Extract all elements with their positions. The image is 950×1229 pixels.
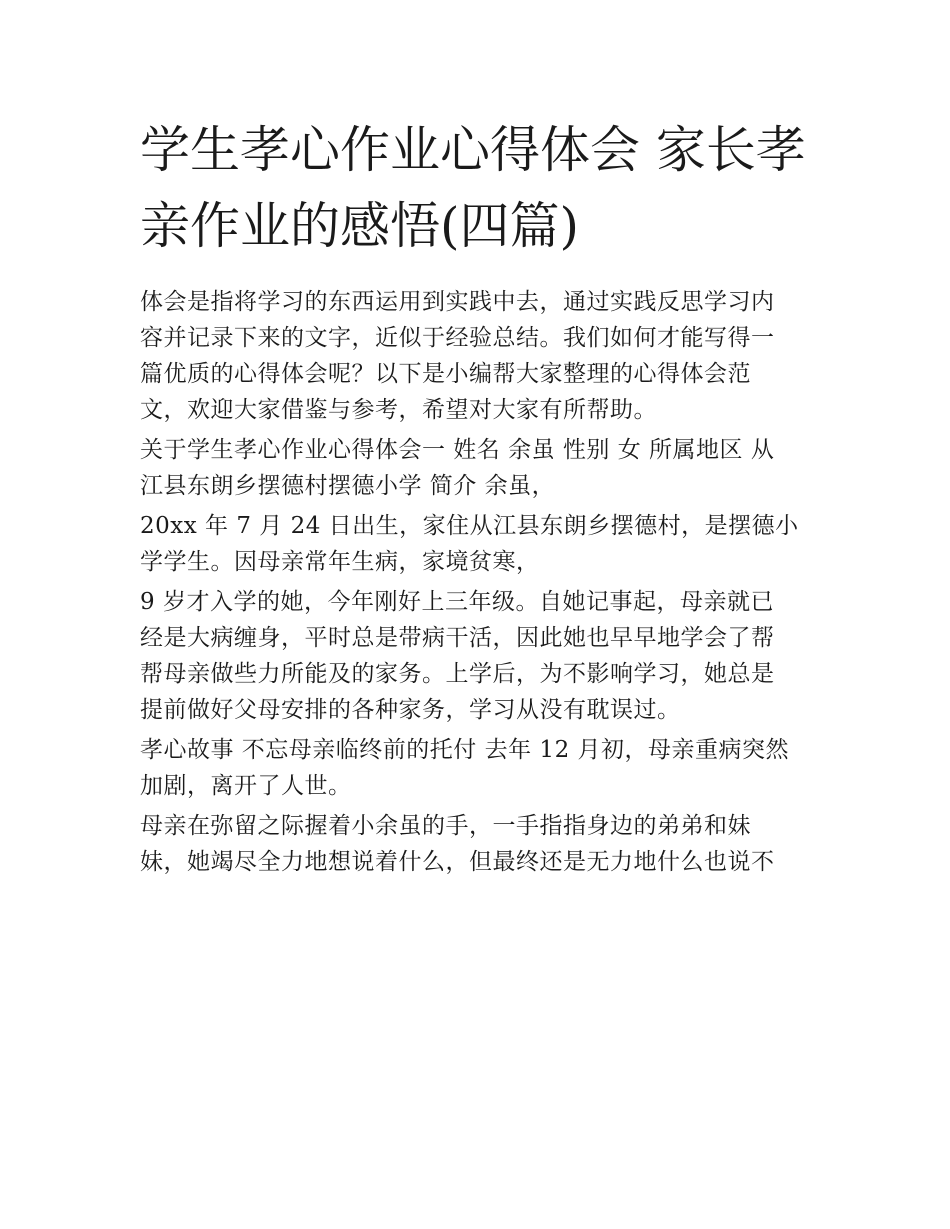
- text-line: 江县东朗乡摆德村摆德小学 简介 余虽，: [140, 473, 556, 499]
- text-line: 加剧，离开了人世。: [140, 773, 352, 799]
- text-line: 提前做好父母安排的各种家务，学习从没有耽误过。: [140, 697, 681, 723]
- text-line: 容并记录下来的文字，近似于经验总结。我们如何才能写得一: [140, 325, 775, 351]
- text-line: 学学生。因母亲常年生病，家境贫寒，: [140, 549, 540, 575]
- paragraph-story: [140, 732, 820, 804]
- text-line: 20xx 年 7 月 24 日出生，家住从江县东朗乡摆德村，是摆德小: [140, 513, 799, 539]
- title-line: 学生孝心作业心得体会 家长孝: [140, 121, 806, 179]
- paragraph-birth: [140, 508, 820, 580]
- text-line: 体会是指将学习的东西运用到实践中去，通过实践反思学习内: [140, 289, 775, 315]
- text-line: 母亲在弥留之际握着小余虽的手，一手指指身边的弟弟和妹: [140, 813, 751, 839]
- text-line: 经是大病缠身，平时总是带病干活，因此她也早早地学会了帮: [140, 625, 775, 651]
- document-body: [140, 284, 820, 884]
- paragraph-profile: [140, 432, 820, 504]
- title-line: 亲作业的感悟(四篇): [140, 197, 580, 255]
- document-title: [140, 112, 820, 264]
- paragraph-intro: [140, 284, 820, 428]
- text-line: 孝心故事 不忘母亲临终前的托付 去年 12 月初，母亲重病突然: [140, 737, 790, 763]
- text-line: 帮母亲做些力所能及的家务。上学后，为不影响学习，她总是: [140, 661, 775, 687]
- text-line: 文，欢迎大家借鉴与参考，希望对大家有所帮助。: [140, 397, 657, 423]
- text-line: 篇优质的心得体会呢？以下是小编帮大家整理的心得体会范: [140, 361, 751, 387]
- text-line: 关于学生孝心作业心得体会一 姓名 余虽 性别 女 所属地区 从: [140, 437, 775, 463]
- text-line: 妹，她竭尽全力地想说着什么，但最终还是无力地什么也说不: [140, 849, 775, 875]
- paragraph-childhood: [140, 584, 820, 728]
- text-line: 9 岁才入学的她，今年刚好上三年级。自她记事起，母亲就已: [140, 589, 774, 615]
- paragraph-mother: [140, 808, 820, 880]
